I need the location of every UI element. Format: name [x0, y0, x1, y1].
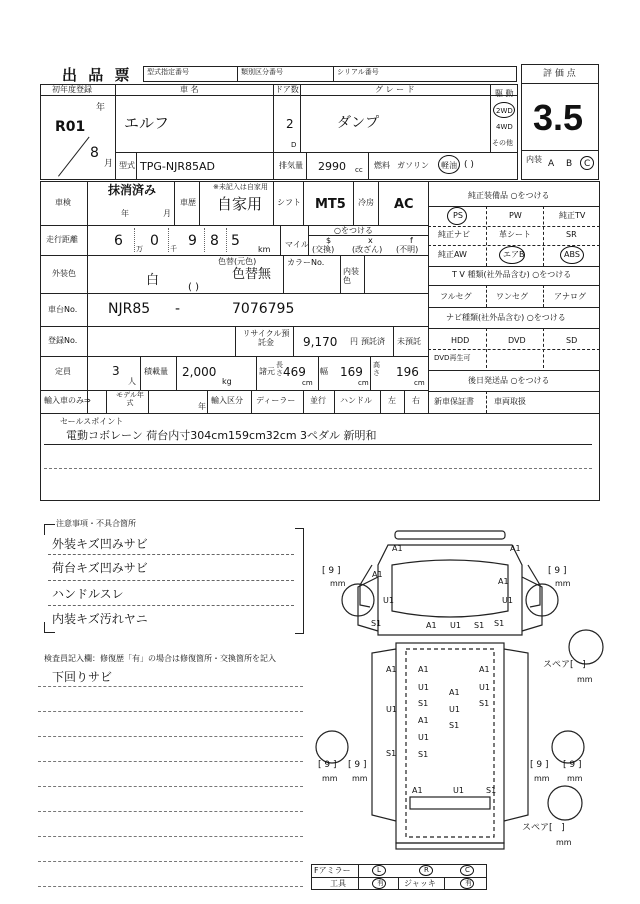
- damage-mark-body-5: U1: [418, 683, 429, 692]
- damage-mark-body-9: S1: [418, 750, 429, 759]
- model-year-label: モデル年式: [116, 391, 144, 407]
- navi-hdd: HDD: [451, 336, 470, 345]
- spare-top-unit: mm: [577, 675, 593, 684]
- tire-rr1-unit: mm: [534, 774, 550, 783]
- height-unit: cm: [414, 379, 425, 387]
- damage-mark-body-1: A1: [386, 665, 397, 674]
- damage-mark-cab-s: S1: [474, 621, 485, 630]
- drive-other: その他: [492, 139, 513, 147]
- width-value: 169: [340, 365, 363, 379]
- genuine-options-header: 純正装備品 ○をつける: [468, 191, 550, 200]
- mileage-unit-man: 万: [136, 245, 143, 253]
- damage-mark-body-6: S1: [418, 699, 429, 708]
- recycle-paid: 預託済: [361, 337, 385, 346]
- tire-rr1-readout: [ 9 ]: [530, 760, 549, 770]
- damage-mark-body-12: S1: [449, 721, 460, 730]
- mile-label: マイル: [285, 240, 309, 249]
- jack-present-circle: [460, 878, 474, 889]
- damage-mark-bumper-right: A1: [510, 544, 521, 553]
- side-right-shape: [504, 649, 528, 821]
- month-suffix: 月: [104, 159, 114, 169]
- option-tv: 純正TV: [559, 211, 586, 220]
- handle-right: 右: [412, 396, 420, 405]
- tire-fr-unit: mm: [555, 579, 571, 588]
- jack-label: ジャッキ: [404, 879, 436, 888]
- mileage-digit-2: 0: [150, 233, 159, 249]
- damage-mark-door-left-s: S1: [371, 619, 382, 628]
- navi-dvd-playback: DVD再生可: [434, 354, 471, 362]
- spare-bottom-unit: mm: [556, 838, 572, 847]
- spare-top-readout: スペア[ ]: [543, 660, 586, 670]
- displacement-label: 排気量: [279, 161, 303, 170]
- displacement-unit: cc: [355, 166, 363, 174]
- mile-options-header: ○をつける: [334, 226, 373, 235]
- width-label: 幅: [320, 367, 328, 376]
- tire-fl-unit: mm: [330, 579, 346, 588]
- post-warranty: 新車保証書: [434, 397, 474, 406]
- mile-opt-tamper: (改ざん): [352, 245, 383, 254]
- doors-suffix: D: [291, 141, 297, 149]
- post-manual: 車両取扱: [494, 397, 526, 406]
- side-left-shape: [372, 649, 396, 821]
- drive-label: 駆 動: [495, 89, 514, 98]
- drive-2wd-circle: [493, 102, 515, 118]
- damage-mark-mirror-left: A1: [372, 570, 383, 579]
- handle-label: ハンドル: [340, 396, 372, 405]
- displacement-value: 2990: [318, 160, 346, 173]
- interior-label: 内装: [526, 155, 542, 164]
- mileage-label: 走行距離: [46, 235, 78, 244]
- import-dealer: ディーラー: [256, 396, 296, 405]
- damage-mark-body-10: A1: [449, 688, 460, 697]
- option-sr: SR: [566, 230, 577, 239]
- navi-sd: SD: [566, 336, 578, 345]
- load-label: 積載量: [144, 367, 168, 376]
- inspector-header: 検査員記入欄：修復歴「有」の場合は修復箇所・交換箇所を記入: [44, 654, 276, 663]
- damage-mark-rear-a: A1: [412, 786, 423, 795]
- option-ps: PS: [453, 211, 463, 220]
- recycle-unpaid: 未預託: [397, 337, 421, 346]
- damage-mark-door-right-a: A1: [498, 577, 509, 586]
- tire-rear-right-outer-shape: [552, 731, 584, 763]
- spare-tire-top-shape: [569, 630, 603, 664]
- capacity-value: 3: [112, 364, 120, 378]
- note-item-2: 荷台キズ凹みサビ: [52, 561, 148, 575]
- door-right-shape: [522, 577, 542, 631]
- load-value: 2,000: [182, 365, 217, 379]
- notes-header: 注意事項・不具合箇所: [56, 519, 136, 528]
- front-bumper-shape: [395, 531, 505, 539]
- import-parallel: 並行: [310, 396, 326, 405]
- option-abs: ABS: [564, 250, 580, 259]
- tv-oneseg: ワンセグ: [496, 292, 528, 301]
- fuel-label: 燃料: [374, 161, 390, 170]
- interior-color-label: 内装色: [343, 267, 359, 285]
- option-pw: PW: [509, 211, 522, 220]
- drive-2wd: 2WD: [496, 107, 513, 115]
- height-value: 196: [396, 365, 419, 379]
- option-airbag-circle: [499, 246, 525, 264]
- mileage-digit-3: 9: [188, 233, 197, 249]
- header-code-strip: [143, 66, 517, 82]
- tire-rear-left-outer-shape: [316, 731, 348, 763]
- post-items-header: 後日発送品 ○をつける: [468, 376, 550, 385]
- mile-opt-unknown: (不明): [396, 245, 419, 254]
- mirror-l-circle: [372, 865, 386, 876]
- drive-4wd: 4WD: [496, 123, 513, 131]
- spare-bottom-readout: スペア[ ]: [522, 823, 565, 833]
- fuel-diesel-circle: [438, 155, 460, 174]
- fuel-diesel: 軽油: [441, 161, 457, 170]
- inspection-label: 車検: [55, 198, 71, 207]
- serial-number-label: シリアル番号: [337, 68, 379, 76]
- mile-opt-exchange: (交換): [312, 245, 335, 254]
- damage-mark-body-2: U1: [386, 705, 397, 714]
- mirror-l: L: [377, 866, 381, 874]
- damage-mark-body-4: A1: [418, 665, 429, 674]
- exterior-color-value: 白: [146, 273, 160, 288]
- chassis-dash: -: [175, 301, 181, 317]
- damage-mark-door-left-u: U1: [383, 596, 394, 605]
- tire-rl1-unit: mm: [322, 774, 338, 783]
- mile-opt-tamper-symbol: x: [368, 236, 373, 245]
- tools-present: 有: [377, 879, 384, 887]
- interior-grade-b: B: [566, 159, 573, 169]
- interior-grade-a: A: [548, 159, 555, 169]
- damage-mark-body-15: S1: [479, 699, 490, 708]
- import-class-label: 輸入区分: [211, 396, 243, 405]
- length-value: 469: [283, 365, 306, 379]
- mirror-c-circle: [460, 865, 474, 876]
- inspector-text: 下回りサビ: [52, 670, 113, 684]
- option-airbag: エアB: [503, 250, 525, 259]
- damage-mark-door-right-s: S1: [494, 619, 505, 628]
- history-label: 車歴: [180, 198, 196, 207]
- mileage-digit-4: 8: [210, 233, 219, 249]
- mirror-c: C: [465, 866, 470, 874]
- mirror-r: R: [424, 866, 429, 874]
- damage-mark-bumper-left: A1: [392, 544, 403, 553]
- door-mirror-label: Fアミラー: [314, 866, 351, 875]
- windshield-shape: [392, 560, 508, 617]
- grade-value: ダンプ: [337, 115, 380, 131]
- damage-mark-rear-s: S1: [486, 786, 497, 795]
- import-label: 輸入車のみ⇒: [44, 396, 91, 405]
- tire-rl2-readout: [ 9 ]: [348, 760, 367, 770]
- damage-mark-cab-a: A1: [426, 621, 437, 630]
- chassis-number: 7076795: [232, 301, 295, 317]
- tv-type-header: T V 種類(社外品含む) ○をつける: [452, 270, 572, 279]
- option-navi: 純正ナビ: [438, 230, 470, 239]
- class-number-label: 類別区分番号: [241, 68, 283, 76]
- tire-rr2-unit: mm: [567, 774, 583, 783]
- model-label: 型式: [119, 161, 135, 170]
- tv-analog: アナログ: [554, 292, 586, 301]
- damage-mark-cab-u: U1: [450, 621, 461, 630]
- model-value: TPG-NJR85AD: [140, 160, 215, 173]
- mileage-digit-5: 5: [231, 233, 240, 249]
- registration-label: 登録No.: [48, 336, 78, 345]
- car-name-value: エルフ: [124, 114, 170, 132]
- navi-type-header: ナビ種類(社外品含む) ○をつける: [446, 313, 566, 322]
- tv-fullseg: フルセグ: [440, 292, 472, 301]
- tools-present-circle: [372, 878, 386, 889]
- ac-label: 冷房: [358, 198, 374, 207]
- mileage-digit-1: 6: [114, 233, 123, 249]
- damage-mark-body-7: A1: [418, 716, 429, 725]
- damage-mark-body-8: U1: [418, 733, 429, 742]
- color-number-label: カラーNo.: [287, 258, 325, 267]
- damage-mark-body-11: U1: [449, 705, 460, 714]
- option-abs-circle: [560, 246, 584, 264]
- recycle-label: リサイクル預託金: [242, 329, 290, 347]
- note-item-4: 内装キズ汚れヤニ: [52, 612, 148, 626]
- chassis-label: 車台No.: [48, 305, 78, 314]
- damage-mark-door-right-u: U1: [502, 596, 513, 605]
- inspection-year-suffix: 年: [121, 209, 129, 218]
- ac-value: AC: [394, 197, 414, 212]
- page-title: 出 品 票: [62, 66, 133, 84]
- option-ps-circle: [447, 207, 467, 225]
- capacity-label: 定員: [55, 367, 71, 376]
- doors-value: 2: [286, 117, 294, 131]
- damage-mark-body-14: U1: [479, 683, 490, 692]
- grade-label: グ レ ー ド: [375, 85, 415, 94]
- damage-mark-body-13: A1: [479, 665, 490, 674]
- doors-label: ドア数: [275, 85, 299, 94]
- model-year-suffix: 年: [198, 402, 206, 411]
- sales-point-label: セールスポイント: [60, 417, 124, 426]
- damage-mark-body-3: S1: [386, 749, 397, 758]
- tire-rr2-readout: [ 9 ]: [563, 760, 582, 770]
- fuel-other-paren: ( ): [464, 160, 474, 170]
- car-name-label: 車 名: [180, 85, 199, 94]
- first-reg-month: 8: [90, 145, 99, 161]
- inspection-value: 抹消済み: [108, 183, 157, 197]
- rear-step-shape: [396, 843, 504, 849]
- inspection-month-suffix: 月: [163, 209, 171, 218]
- score-value: 3.5: [533, 97, 584, 138]
- repaint-original-paren: ( ): [188, 282, 199, 293]
- first-reg-era: R01: [55, 119, 86, 135]
- chassis-prefix: NJR85: [108, 301, 151, 317]
- dims-label: 諸元: [259, 367, 275, 376]
- recycle-value: 9,170: [303, 335, 338, 349]
- jack-present: 有: [465, 879, 472, 887]
- score-label: 評 価 点: [543, 69, 576, 79]
- type-cert-label: 型式指定番号: [147, 68, 189, 76]
- first-reg-label: 初年度登録: [52, 85, 92, 94]
- repaint-label: 色替(元色): [218, 257, 257, 266]
- history-note: ※未記入は自家用: [213, 183, 268, 191]
- interior-grade-c: C: [584, 159, 591, 169]
- fuel-gasoline: ガソリン: [397, 161, 429, 170]
- interior-c-circle: [580, 156, 594, 170]
- tire-rl2-unit: mm: [352, 774, 368, 783]
- rear-bumper-shape: [410, 797, 490, 809]
- note-item-1: 外装キズ凹みサビ: [52, 537, 148, 551]
- sales-point-text: 電動コボレーン 荷台内寸304cm159cm32cm 3ペダル 新明和: [66, 429, 377, 442]
- mileage-unit-km: km: [258, 245, 271, 254]
- year-suffix: 年: [96, 103, 106, 113]
- exterior-color-label: 外装色: [52, 269, 76, 278]
- option-aw: 純正AW: [438, 250, 467, 259]
- spare-tire-bottom-shape: [548, 786, 582, 820]
- tools-label: 工具: [330, 879, 346, 888]
- length-unit: cm: [302, 379, 313, 387]
- option-leather: 革シート: [499, 230, 531, 239]
- handle-left: 左: [388, 396, 396, 405]
- load-unit: kg: [222, 377, 232, 386]
- repaint-value: 色替無: [232, 267, 272, 282]
- length-label: 長さ: [276, 361, 283, 377]
- navi-dvd: DVD: [508, 336, 526, 345]
- history-value: 自家用: [217, 195, 263, 213]
- shift-value: MT5: [315, 197, 346, 212]
- note-item-3: ハンドルスレ: [52, 587, 124, 601]
- mileage-unit-sen: 千: [170, 245, 177, 253]
- recycle-unit: 円: [350, 337, 358, 346]
- height-label: 高さ: [373, 361, 380, 377]
- damage-mark-rear-u: U1: [453, 786, 464, 795]
- tire-rl1-readout: [ 9 ]: [318, 760, 337, 770]
- tire-fr-readout: [ 9 ]: [548, 566, 567, 576]
- mile-opt-exchange-symbol: $: [326, 236, 332, 245]
- shift-label: シフト: [277, 198, 301, 207]
- capacity-unit: 人: [128, 377, 136, 386]
- tire-fl-readout: [ 9 ]: [322, 566, 341, 576]
- mirror-r-circle: [419, 865, 433, 876]
- width-unit: cm: [358, 379, 369, 387]
- mile-opt-unknown-symbol: f: [410, 236, 413, 245]
